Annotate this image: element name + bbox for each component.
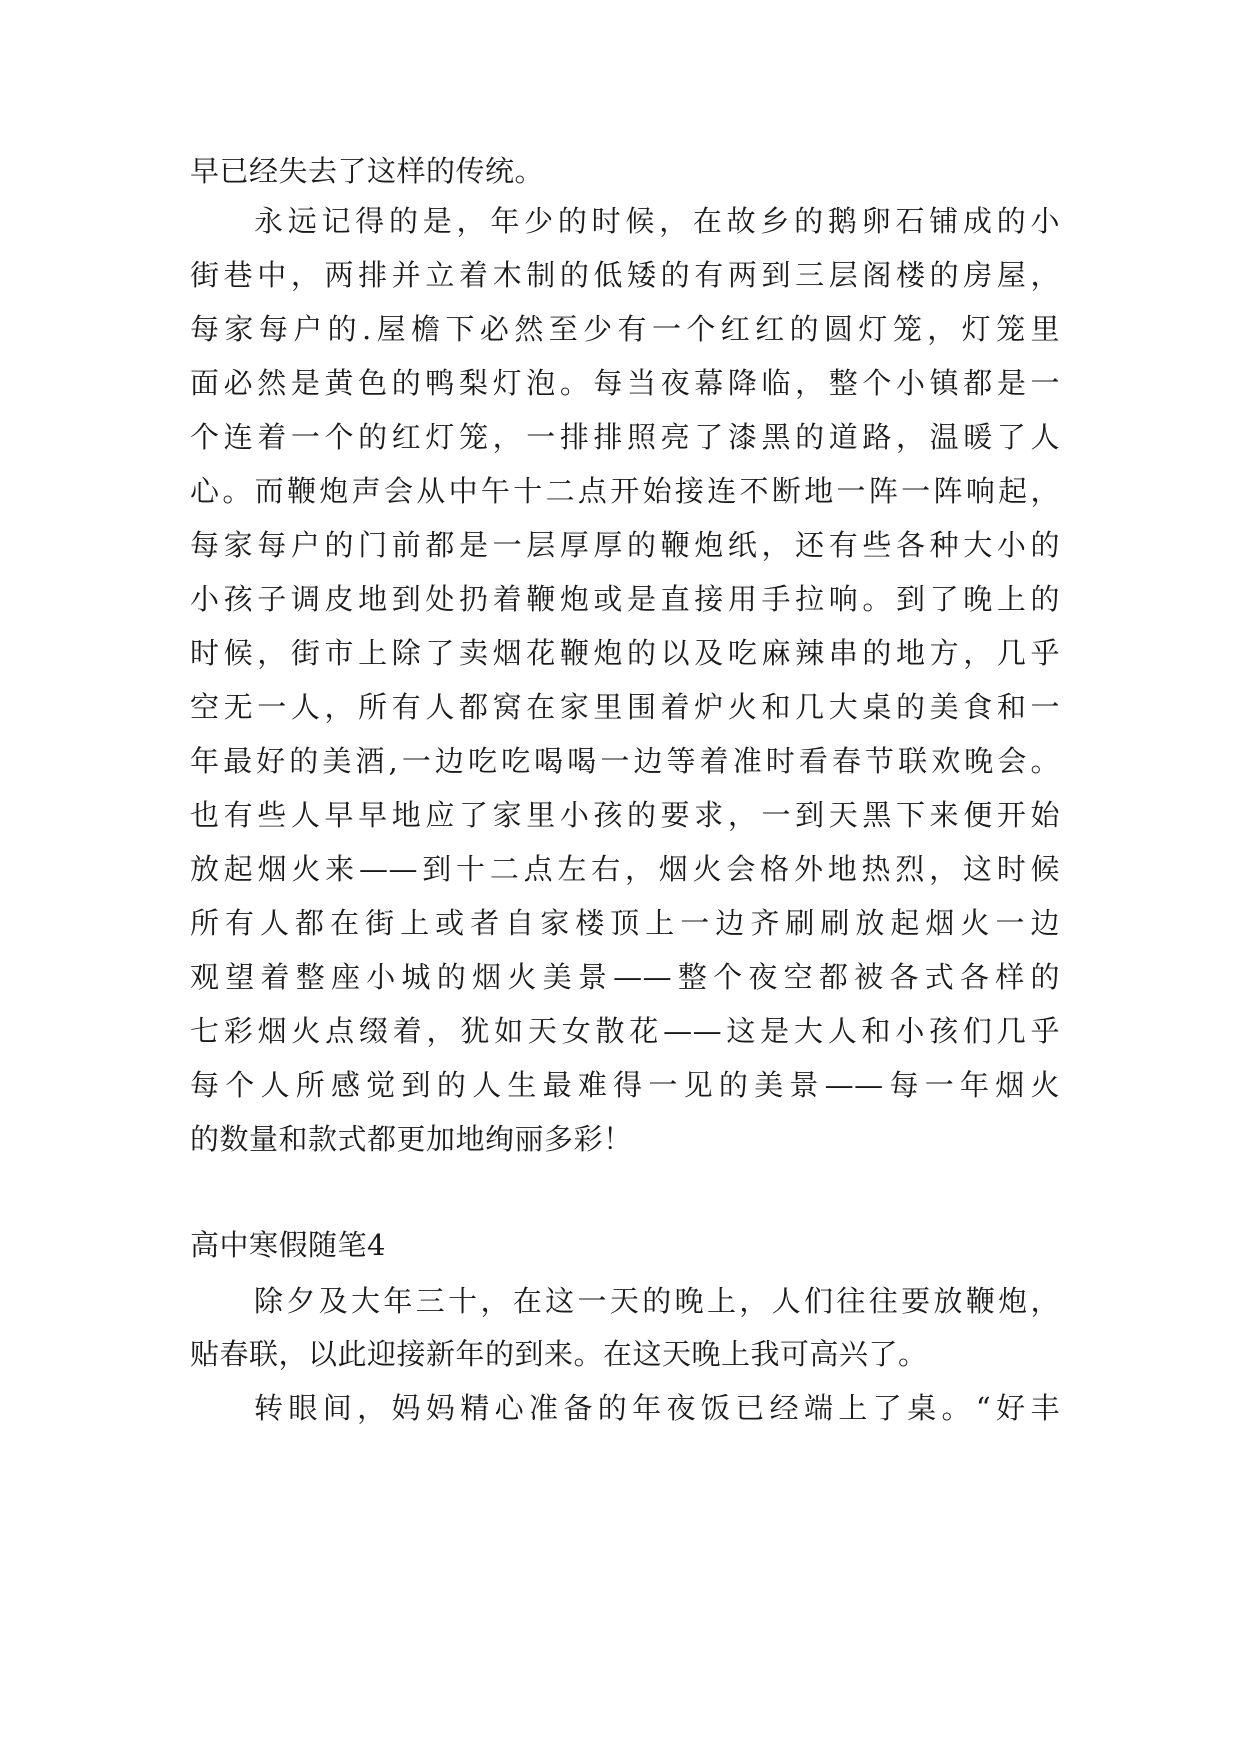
paragraph-line: 个连着一个的红灯笼，一排排照亮了漆黑的道路，温暖了人 [190, 420, 1060, 454]
paragraph-line: 七彩烟火点缀着，犹如天女散花——这是大人和小孩们几乎 [190, 1014, 1060, 1048]
paragraph-line: 转眼间，妈妈精心准备的年夜饭已经端上了桌。“好丰 [254, 1391, 1060, 1425]
paragraph-line: 放起烟火来——到十二点左右，烟火会格外地热烈，这时候 [190, 852, 1060, 886]
paragraph-line: 时候，街市上除了卖烟花鞭炮的以及吃麻辣串的地方，几乎 [190, 636, 1060, 670]
paragraph-line: 所有人都在街上或者自家楼顶上一边齐刷刷放起烟火一边 [190, 906, 1060, 940]
paragraph-line: 除夕及大年三十，在这一天的晚上，人们往往要放鞭炮， [254, 1284, 1060, 1318]
essay3-closing-line: 早已经失去了这样的传统。 [190, 154, 545, 188]
paragraph-line: 每家每户的.屋檐下必然至少有一个红红的圆灯笼，灯笼里 [190, 312, 1060, 346]
paragraph-line: 观望着整座小城的烟火美景——整个夜空都被各式各样的 [190, 960, 1060, 994]
paragraph-line: 年最好的美酒,一边吃吃喝喝一边等着准时看春节联欢晚会。 [190, 744, 1060, 778]
essay4-title: 高中寒假随笔4 [190, 1228, 386, 1262]
paragraph-line: 永远记得的是，年少的时候，在故乡的鹅卵石铺成的小 [254, 204, 1060, 238]
paragraph-line: 每家每户的门前都是一层厚厚的鞭炮纸，还有些各种大小的 [190, 528, 1060, 562]
paragraph-line: 面必然是黄色的鸭梨灯泡。每当夜幕降临，整个小镇都是一 [190, 366, 1060, 400]
paragraph-line: 贴春联，以此迎接新年的到来。在这天晚上我可高兴了。 [190, 1337, 928, 1371]
paragraph-line: 小孩子调皮地到处扔着鞭炮或是直接用手拉响。到了晚上的 [190, 582, 1060, 616]
paragraph-line: 也有些人早早地应了家里小孩的要求，一到天黑下来便开始 [190, 798, 1060, 832]
paragraph-line: 空无一人，所有人都窝在家里围着炉火和几大桌的美食和一 [190, 690, 1060, 724]
paragraph-line: 的数量和款式都更加地绚丽多彩！ [190, 1122, 633, 1156]
paragraph-line: 街巷中，两排并立着木制的低矮的有两到三层阁楼的房屋， [190, 258, 1060, 292]
paragraph-line: 心。而鞭炮声会从中午十二点开始接连不断地一阵一阵响起， [190, 474, 1060, 508]
document-page [190, 0, 1060, 1754]
paragraph-line: 每个人所感觉到的人生最难得一见的美景——每一年烟火 [190, 1068, 1060, 1102]
